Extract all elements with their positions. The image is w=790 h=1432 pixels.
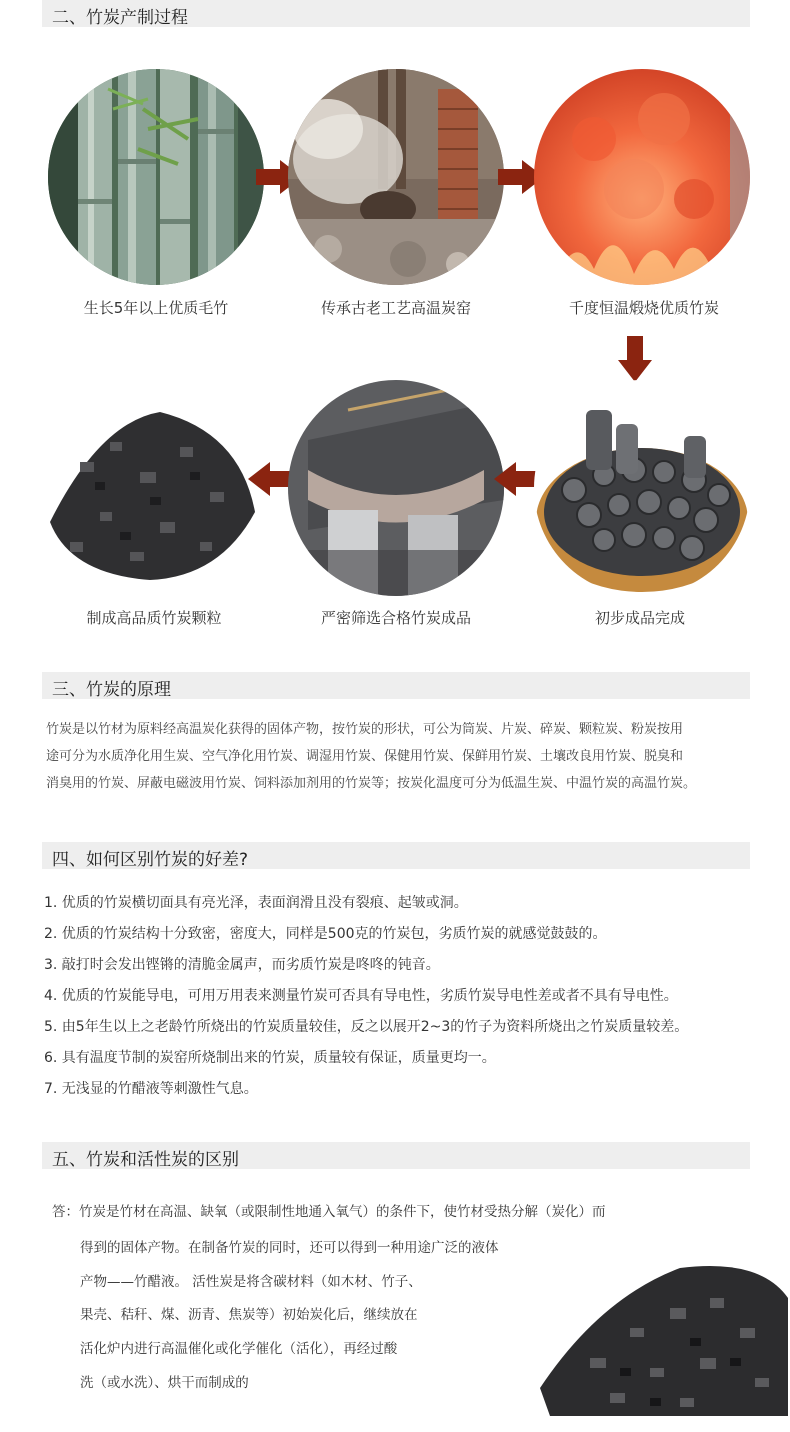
section-header-quality — [42, 842, 750, 869]
list-item: 3. 敲打时会发出铿锵的清脆金属声，而劣质竹炭是咚咚的钝音。 — [44, 957, 440, 973]
step-caption: 制成高品质竹炭颗粒 — [86, 609, 222, 627]
charcoal-granules-image — [40, 402, 262, 582]
difference-line: 答：竹炭是竹材在高温、缺氧（或限制性地通入氧气）的条件下，使竹材受热分解（炭化）而 — [52, 1204, 606, 1220]
section-header-principle — [42, 672, 750, 699]
list-item: 4. 优质的竹炭能导电，可用万用表来测量竹炭可否具有导电性，劣质竹炭导电性差或者不具有导电性。 — [44, 988, 678, 1004]
difference-line: 果壳、秸秆、煤、沥青、焦炭等）初始炭化后，继续放在 — [80, 1307, 418, 1323]
list-item: 6. 具有温度节制的炭窑所烧制出来的竹炭，质量较有保证，质量更均一。 — [44, 1050, 496, 1066]
difference-line: 产物——竹醋液。 活性炭是将含碳材料（如木材、竹子、 — [80, 1274, 422, 1290]
section-header-process — [42, 0, 750, 27]
difference-line: 活化炉内进行高温催化或化学催化（活化），再经过酸 — [80, 1341, 398, 1357]
activated-carbon-image — [530, 1238, 790, 1418]
bamboo-forest-image — [48, 69, 264, 285]
principle-line: 途可分为水质净化用生炭、空气净化用竹炭、调湿用竹炭、保健用竹炭、保鲜用竹炭、土壤改良用竹炭、脱臭和 — [46, 749, 684, 764]
section-title-principle: 三、竹炭的原理 — [52, 680, 171, 700]
difference-line: 得到的固体产物。在制备竹炭的同时，还可以得到一种用途广泛的液体 — [80, 1240, 499, 1256]
principle-text — [46, 716, 756, 797]
quality-list — [44, 892, 764, 1109]
section-header-difference — [42, 1142, 750, 1169]
list-item: 5. 由5年生以上之老龄竹所烧出的竹炭质量较佳，反之以展开2~3的竹子为资料所烧出之竹炭质量较差。 — [44, 1019, 689, 1035]
principle-line: 消臭用的竹炭、屏蔽电磁波用竹炭、饲料添加剂用的竹炭等；按炭化温度可分为低温生炭、中温竹炭的高温竹炭。 — [46, 776, 697, 791]
section-title-process: 二、竹炭产制过程 — [52, 8, 188, 28]
screening-machine-image — [288, 380, 504, 596]
down-arrow-icon — [618, 336, 652, 382]
furnace-fire-image — [534, 69, 750, 285]
bamboo-charcoal-tubes-image — [534, 380, 750, 596]
section-title-difference: 五、竹炭和活性炭的区别 — [52, 1150, 239, 1170]
list-item: 7. 无浅显的竹醋液等刺激性气息。 — [44, 1081, 258, 1097]
step-caption: 传承古老工艺高温炭窑 — [320, 299, 471, 317]
step-caption: 初步成品完成 — [594, 609, 685, 627]
step-caption: 千度恒温煅烧优质竹炭 — [568, 299, 719, 317]
section-title-quality: 四、如何区别竹炭的好差? — [52, 850, 249, 870]
principle-line: 竹炭是以竹材为原料经高温炭化获得的固体产物，按竹炭的形状，可公为筒炭、片炭、碎炭、颗粒炭、粉炭按用 — [46, 722, 684, 737]
difference-line: 洗（或水洗）、烘干而制成的 — [80, 1375, 249, 1391]
list-item: 1. 优质的竹炭横切面具有亮光泽，表面润滑且没有裂痕、起皱或洞。 — [44, 895, 468, 911]
list-item: 2. 优质的竹炭结构十分致密，密度大，同样是500克的竹炭包，劣质竹炭的就感觉鼓鼓的。 — [44, 926, 607, 942]
charcoal-kiln-image — [288, 69, 504, 285]
step-caption: 严密筛选合格竹炭成品 — [320, 609, 471, 627]
step-caption: 生长5年以上优质毛竹 — [83, 299, 229, 317]
